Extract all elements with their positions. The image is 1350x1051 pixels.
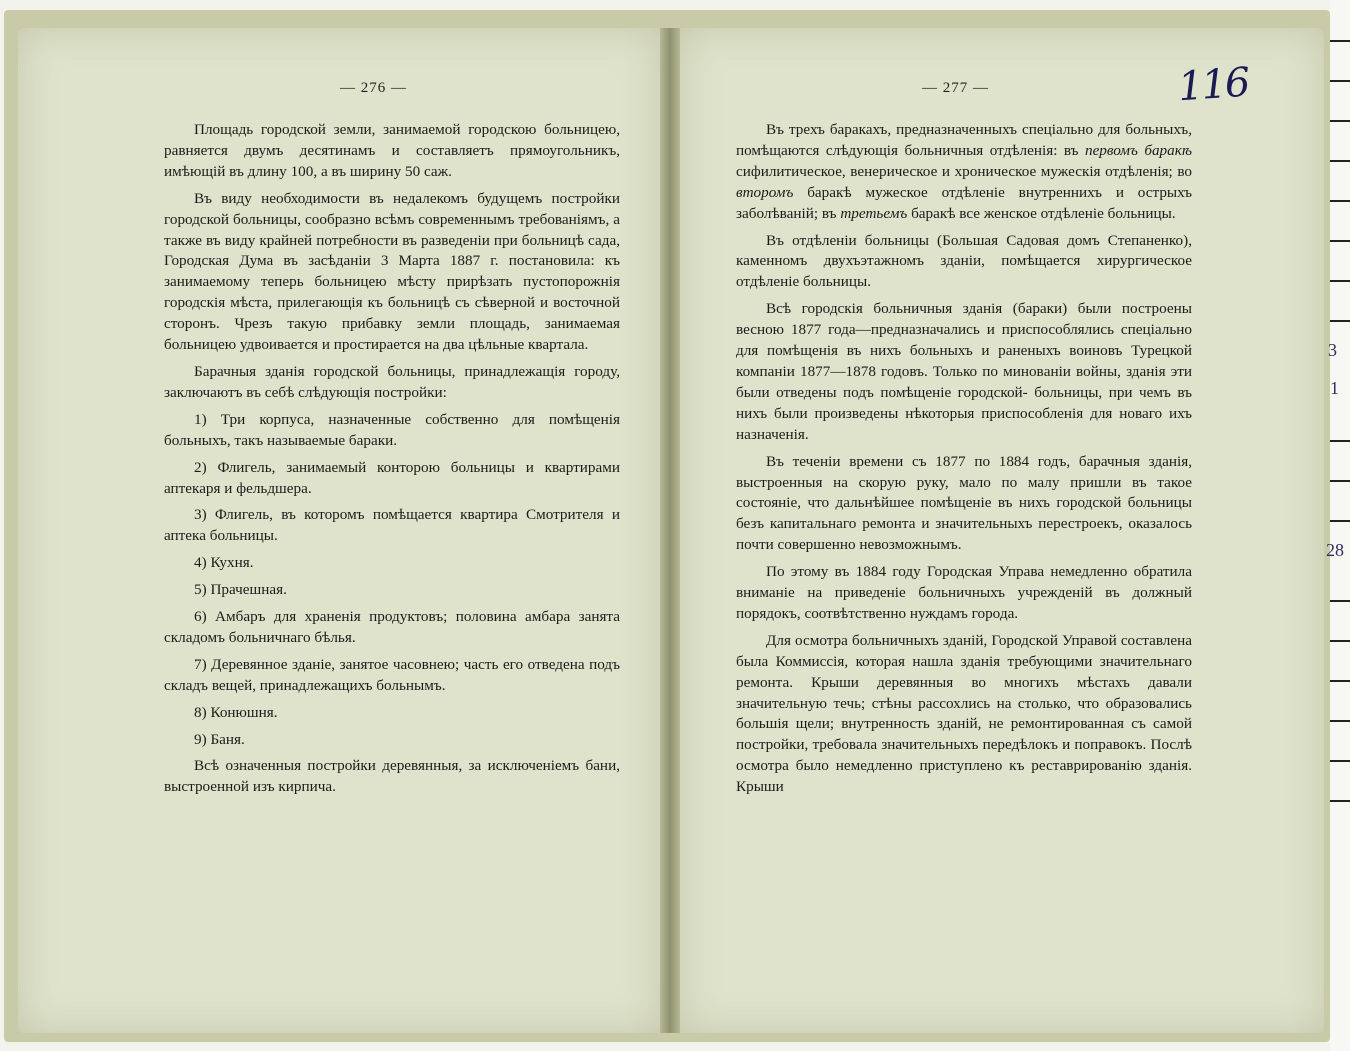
ruler-line: [1330, 80, 1350, 82]
text-run: баракѣ все женское отдѣленіе больницы.: [907, 204, 1176, 222]
ruler-line: [1330, 680, 1350, 682]
paragraph: Площадь городской земли, занимаемой городскою больницею, равняется двумъ десятинамъ и составляетъ прямоугольникъ, имѣющій въ длину 100, а въ ширину 50 саж.: [164, 121, 620, 180]
list-item: 5) Прачешная.: [194, 581, 287, 599]
handwritten-folio-number: 116: [1176, 59, 1250, 111]
ruler-line: [1330, 200, 1350, 202]
margin-mark: 1: [1330, 378, 1339, 398]
list-item: 8) Конюшня.: [194, 703, 278, 721]
ruler-line: [1330, 320, 1350, 322]
text-run: Въ трехъ баракахъ, предназначенныхъ спеціально для больныхъ, помѣщаются слѣдующія больничныя отдѣленія: въ: [736, 121, 1192, 159]
margin-mark: 28: [1326, 540, 1344, 560]
page-number-right: — 277 —: [922, 80, 989, 96]
list-item: 6) Амбаръ для храненія продуктовъ; половина амбара занята складомъ больничнаго бѣлья.: [164, 608, 620, 646]
list-item: 1) Три корпуса, назначенные собственно для помѣщенія больныхъ, такъ называемые бараки.: [164, 410, 620, 449]
ruler-line: [1330, 40, 1350, 42]
italic-term: первомъ баракѣ: [1084, 141, 1192, 159]
ruler-line: [1330, 120, 1350, 122]
paragraph: По этому въ 1884 году Городская Управа немедленно обратила вниманіе на приведеніе больничныхъ учрежденій въ должный порядокъ, соотвѣтственно нуждамъ города.: [736, 563, 1192, 622]
ruler-line: [1330, 520, 1350, 522]
ruler-line: [1330, 480, 1350, 482]
paragraph: Въ виду необходимости въ недалекомъ будущемъ постройки городской больницы, сообразно всѣмъ современнымъ требованiямъ, а также въ виду крайней потребности въ разведенiи при больницѣ сада, Городская Дума въ засѣданiи 3 Марта 1887 г. постановила: къ занимаемому теперь больницею мѣсту прирѣзать пустопорожнія городскія мѣста, прилегающія къ больницѣ съ сѣверной и восточной сторонъ. Чрезъ такую прибавку земли площадь, занимаемая больницею удвоивается и простирается на два цѣльные квартала.: [164, 189, 620, 354]
paragraph: Всѣ означенныя постройки деревянныя, за исключеніемъ бани, выстроенной изъ кирпича.: [164, 757, 620, 796]
text-run: сифилитическое, венерическое и хроническое мужескія отдѣленія; во: [736, 162, 1192, 180]
left-page-text: [164, 120, 620, 804]
list-item: 4) Кухня.: [194, 554, 254, 572]
left-page: [18, 28, 660, 1033]
ruler-line: [1330, 760, 1350, 762]
ruler-strip: [1330, 0, 1350, 1051]
ruler-line: [1330, 160, 1350, 162]
right-page: [680, 28, 1324, 1033]
paragraph: [736, 120, 1192, 225]
ruler-line: [1330, 240, 1350, 242]
open-book: [4, 10, 1330, 1042]
ruler-line: [1330, 440, 1350, 442]
list-item: 9) Баня.: [194, 730, 245, 748]
ruler-line: [1330, 800, 1350, 802]
ruler-line: [1330, 280, 1350, 282]
paragraph: Въ отдѣленіи больницы (Большая Садовая домъ Степаненко), каменномъ двухъэтажномъ зданіи, помѣщается хирургическое отдѣленіе больницы.: [736, 231, 1192, 291]
text-run: баракѣ мужеское отдѣленіе внутреннихъ и острыхъ заболѣваній; въ: [736, 183, 1192, 222]
ruler-line: [1330, 720, 1350, 722]
page-number-left: — 276 —: [340, 80, 407, 96]
paragraph: Всѣ городскія больничныя зданія (бараки) были построены весною 1877 года—предназначались и приспособлялись спеціально для помѣщенія въ нихъ больныхъ и раненыхъ воиновъ Турецкой компаніи 1877—1878 годовъ. Только по миновaніи войны, зданія эти были отведены подъ помѣщеніе городской- больницы, при чемъ въ нихъ были произведены нѣкоторыя приспособленія для новаго ихъ назначенія.: [736, 300, 1192, 443]
list-item: 3) Флигель, въ которомъ помѣщается квартира Смотрителя и аптека больницы.: [164, 506, 620, 545]
list-item: 7) Деревянное зданіе, занятое часовнею; часть его отведена подъ складъ вещей, принадлежащихъ больнымъ.: [164, 655, 620, 694]
italic-term: второмъ: [736, 183, 794, 201]
italic-term: третьемъ: [840, 204, 908, 222]
paragraph: Барачныя зданія городской больницы, принадлежащія городу, заключаютъ въ себѣ слѣдующія постройки:: [164, 362, 620, 401]
list-item: 2) Флигель, занимаемый конторою больницы и квартирами аптекаря и фельдшера.: [164, 458, 620, 497]
ruler-line: [1330, 600, 1350, 602]
ruler-line: [1330, 640, 1350, 642]
right-page-text: [736, 120, 1192, 804]
book-gutter: [660, 28, 680, 1033]
margin-mark: 3: [1328, 340, 1337, 360]
paragraph: Въ теченіи времени съ 1877 по 1884 годъ, барачныя зданія, выстроенныя на скорую руку, мало по малу пришли въ такое состояніе, что дальнѣйшее помѣщеніе въ нихъ городской больницы безъ капитальнаго ремонта и значительныхъ перестроекъ, оказалось почти совершенно невозможнымъ.: [736, 452, 1192, 554]
paragraph: Для осмотра больничныхъ зданій, Городской Управой составлена была Коммиссія, которая нашла зданія требующими значительнаго ремонта. Крыши деревянныя во многихъ мѣстахъ давали значительную течь; стѣны рассохлись на столько, что образовались большія щели; внутренность зданій, не ремонтированная съ самой постройки, требовала значительныхъ передѣлокъ и поправокъ. Послѣ осмотра было немедленно приступлено къ реставрированiю зданія. Крыши: [736, 631, 1192, 796]
